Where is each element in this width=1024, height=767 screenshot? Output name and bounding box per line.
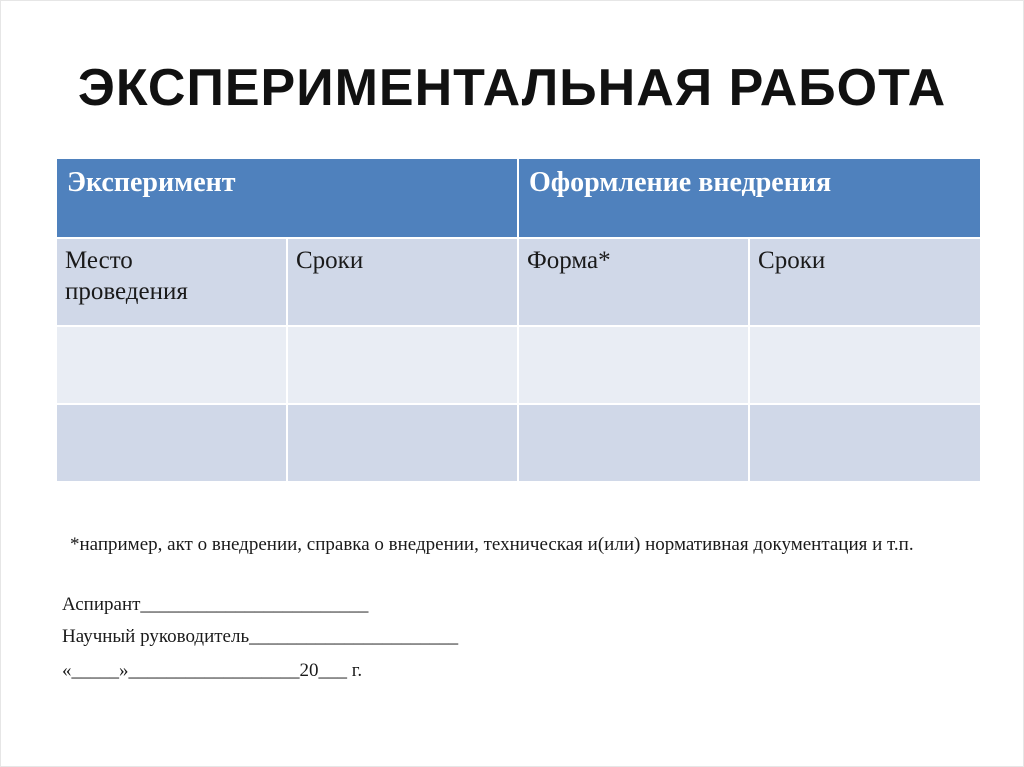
table-cell[interactable] [749, 404, 981, 482]
subheader-form [518, 238, 749, 326]
table-cell[interactable] [287, 404, 518, 482]
group-header-experiment-label: Эксперимент [67, 167, 236, 198]
group-header-experiment [56, 158, 518, 238]
table-row [56, 326, 981, 404]
table-group-header-row [56, 158, 981, 238]
table-cell[interactable] [749, 326, 981, 404]
subheader-dates [287, 238, 518, 326]
signature-date: «_____»__________________20___ г. [62, 660, 363, 681]
table-cell[interactable] [56, 326, 287, 404]
signature-aspirant: Аспирант________________________ [62, 594, 369, 615]
subheader-form-label: Форма* [527, 247, 611, 274]
signature-supervisor: Научный руководитель______________________ [62, 626, 459, 647]
table-subheader-row [56, 238, 981, 326]
table-row [56, 404, 981, 482]
page-title: ЭКСПЕРИМЕНТАЛЬНАЯ РАБОТА [77, 59, 947, 117]
subheader-location [56, 238, 287, 326]
experiment-table [55, 157, 982, 483]
footnote: *например, акт о внедрении, справка о внедрении, техническая и(или) нормативная документация и т.п. [70, 534, 914, 555]
group-header-implementation-label: Оформление внедрения [529, 167, 832, 198]
subheader-location-label: Место проведения [65, 247, 188, 305]
subheader-dates-label: Сроки [296, 247, 364, 274]
table-cell[interactable] [56, 404, 287, 482]
table-cell[interactable] [287, 326, 518, 404]
subheader-dates-2-label: Сроки [758, 247, 826, 274]
subheader-dates-2 [749, 238, 981, 326]
group-header-implementation [518, 158, 981, 238]
table-cell[interactable] [518, 404, 749, 482]
table-cell[interactable] [518, 326, 749, 404]
